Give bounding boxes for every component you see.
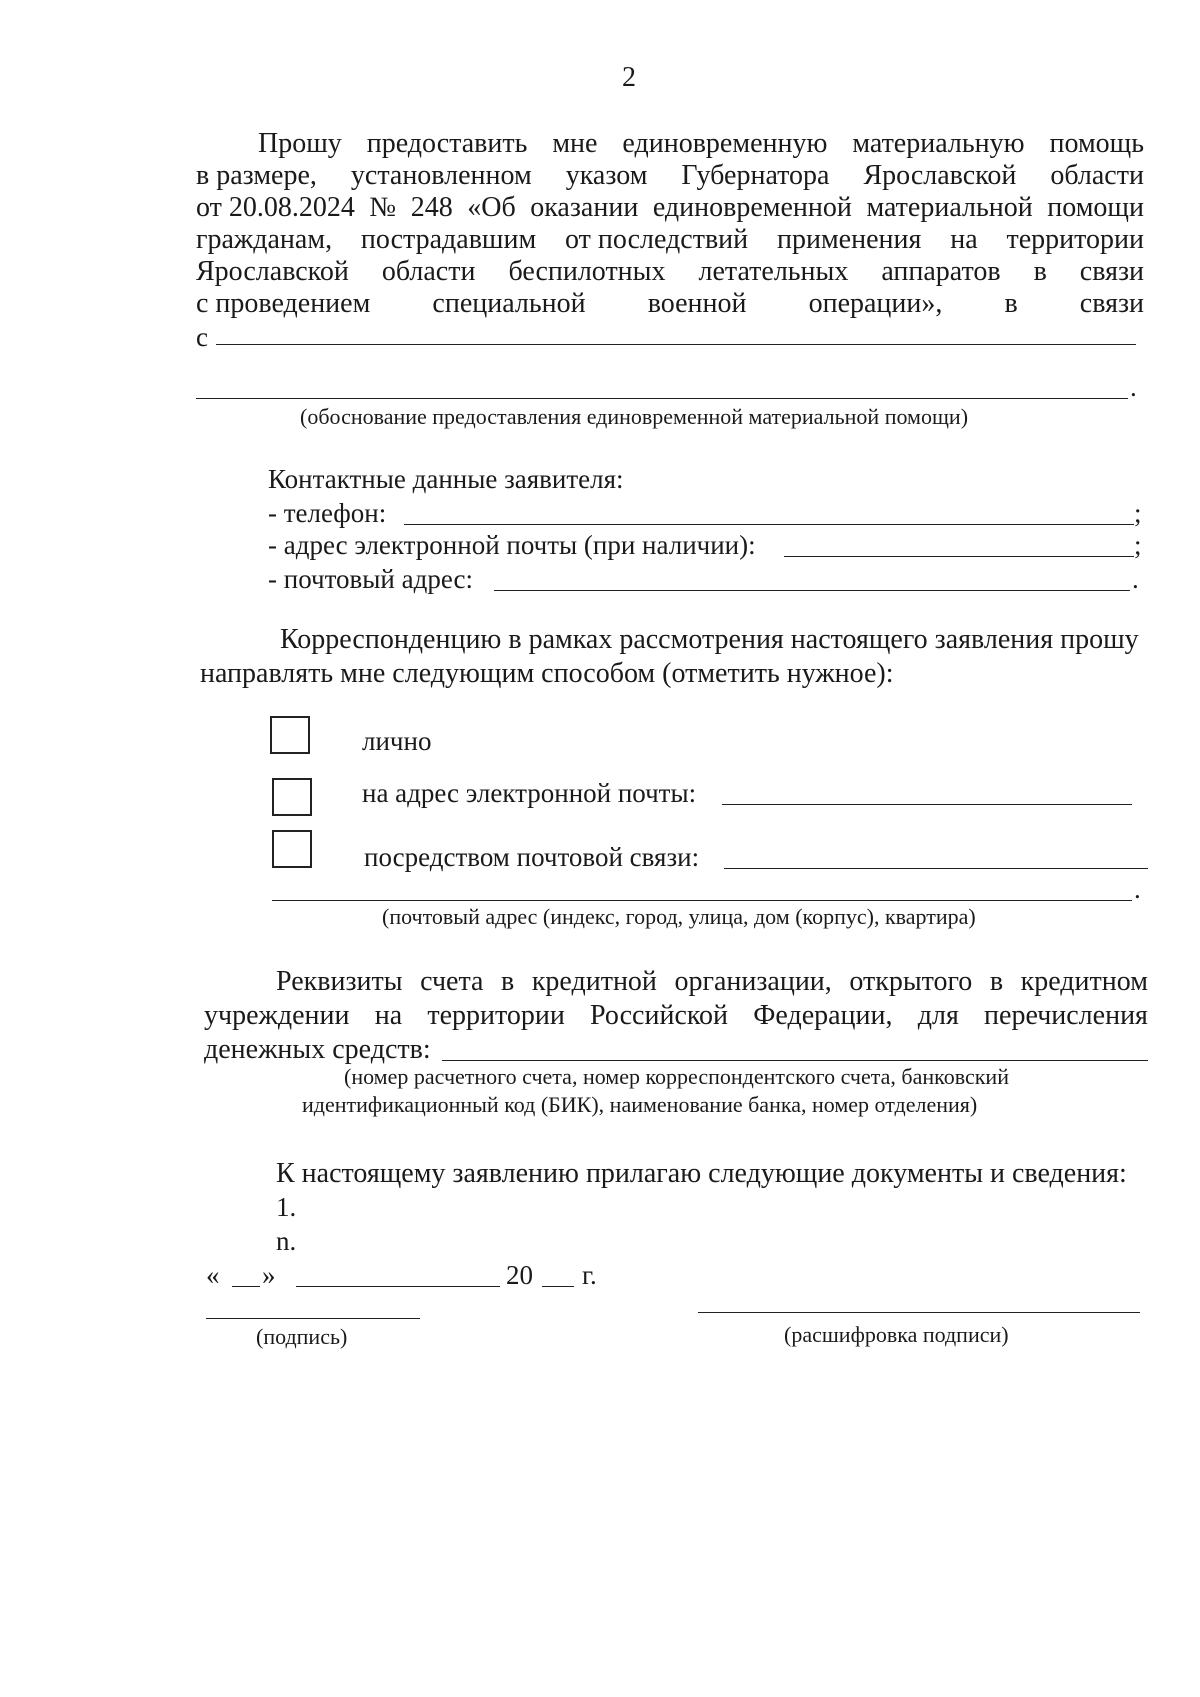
request-word: Ярославской bbox=[863, 160, 1017, 191]
date-year-prefix: 20 bbox=[506, 1260, 533, 1290]
signature-decoding-field[interactable] bbox=[698, 1312, 1140, 1313]
request-word: помощи bbox=[1047, 192, 1144, 223]
request-word: Губернатора bbox=[681, 160, 830, 191]
post-address-caption: (почтовый адрес (индекс, город, улица, дом (корпус), квартира) bbox=[382, 904, 976, 929]
request-word: Ярославской bbox=[196, 256, 349, 287]
attachments-heading: К настоящему заявлению прилагаю следующие документы и сведения: bbox=[276, 1158, 1127, 1189]
request-word: области bbox=[381, 256, 476, 287]
request-word: указом bbox=[565, 160, 648, 191]
bank-word: учреждении bbox=[204, 1000, 350, 1031]
bank-word: кредитном bbox=[1020, 966, 1148, 997]
page-number: 2 bbox=[622, 62, 636, 93]
request-word: «Об bbox=[467, 192, 516, 223]
bank-word: Реквизиты bbox=[276, 966, 403, 997]
bank-line-3-label: денежных средств: bbox=[204, 1034, 431, 1065]
grounds-line-1[interactable] bbox=[216, 344, 1136, 345]
attachment-item-1: 1. bbox=[276, 1192, 297, 1222]
postal-period: . bbox=[1132, 564, 1139, 594]
signature-decoding-caption: (расшифровка подписи) bbox=[784, 1322, 1009, 1347]
checkbox-email[interactable] bbox=[272, 778, 312, 816]
request-line-5 bbox=[196, 258, 1144, 286]
request-word: аппаратов bbox=[881, 256, 1001, 287]
request-word: Прошу bbox=[258, 128, 342, 159]
request-word: от последствий bbox=[565, 224, 749, 255]
request-word: помощь bbox=[1049, 128, 1144, 159]
request-word: области bbox=[1050, 160, 1144, 191]
request-word: специальной bbox=[432, 288, 586, 319]
request-word: гражданам, bbox=[196, 224, 333, 255]
request-word: летательных bbox=[698, 256, 849, 287]
date-year-field[interactable] bbox=[542, 1286, 574, 1287]
request-word: материальной bbox=[866, 192, 1033, 223]
request-word: единовременную bbox=[622, 128, 828, 159]
bank-word: кредитной bbox=[531, 966, 657, 997]
grounds-caption: (обоснование предоставления единовременной материальной помощи) bbox=[300, 404, 969, 429]
request-line-6 bbox=[196, 290, 1144, 318]
postal-label: - почтовый адрес: bbox=[268, 564, 473, 594]
signature-field[interactable] bbox=[206, 1318, 420, 1319]
request-line-4 bbox=[196, 226, 1144, 254]
request-word: предоставить bbox=[366, 128, 528, 159]
request-word: в bbox=[1004, 288, 1018, 319]
bank-details-field[interactable] bbox=[442, 1060, 1148, 1061]
bank-word: перечисления bbox=[984, 1000, 1148, 1031]
request-word: военной bbox=[647, 288, 747, 319]
bank-word: в bbox=[501, 966, 515, 997]
request-word: беспилотных bbox=[508, 256, 666, 287]
option-email-label: на адрес электронной почты: bbox=[362, 778, 697, 808]
request-prefix-c: с bbox=[196, 322, 208, 352]
bank-word: Российской bbox=[590, 1000, 729, 1031]
request-word: с проведением bbox=[196, 288, 371, 319]
email-semicolon: ; bbox=[1134, 530, 1142, 560]
request-line-2 bbox=[196, 162, 1144, 190]
date-month-field[interactable] bbox=[296, 1286, 500, 1287]
date-day-field[interactable] bbox=[232, 1286, 260, 1287]
phone-field[interactable] bbox=[404, 524, 1134, 525]
checkbox-post[interactable] bbox=[272, 830, 312, 868]
request-word: № bbox=[369, 192, 397, 223]
bank-line-2 bbox=[204, 1002, 1148, 1030]
checkbox-in-person[interactable] bbox=[270, 716, 310, 754]
request-word: территории bbox=[1006, 224, 1144, 255]
bank-word: территории bbox=[427, 1000, 565, 1031]
post-address-line[interactable] bbox=[272, 900, 1132, 901]
request-word: пострадавшим bbox=[360, 224, 537, 255]
attachment-item-n: n. bbox=[276, 1226, 297, 1256]
request-line-1 bbox=[258, 130, 1144, 158]
option-in-person-label: лично bbox=[362, 726, 432, 756]
bank-word: в bbox=[989, 966, 1004, 997]
bank-word: на bbox=[374, 1000, 403, 1031]
phone-label: - телефон: bbox=[268, 498, 387, 528]
request-word: связи bbox=[1079, 288, 1144, 319]
bank-word: организации, bbox=[674, 966, 832, 997]
postal-field[interactable] bbox=[494, 590, 1130, 591]
option-post-label: посредством почтовой связи: bbox=[364, 842, 700, 872]
bank-word: для bbox=[917, 1000, 959, 1031]
email-field[interactable] bbox=[784, 556, 1134, 557]
request-word: установленном bbox=[350, 160, 532, 191]
phone-semicolon: ; bbox=[1134, 498, 1142, 528]
request-word: 248 bbox=[410, 192, 453, 223]
correspondence-line-2: направлять мне следующим способом (отметить нужное): bbox=[200, 658, 894, 689]
bank-word: счета bbox=[420, 966, 484, 997]
bank-word: открытого bbox=[849, 966, 973, 997]
date-open-quote: « bbox=[206, 1260, 220, 1290]
bank-caption-line-1: (номер расчетного счета, номер корреспондентского счета, банковский bbox=[344, 1064, 1009, 1089]
email-label: - адрес электронной почты (при наличии): bbox=[268, 530, 756, 560]
grounds-period: . bbox=[1130, 372, 1137, 402]
request-word: мне bbox=[552, 128, 598, 159]
request-line-3 bbox=[196, 194, 1144, 222]
request-word: оказании bbox=[530, 192, 639, 223]
signature-caption: (подпись) bbox=[256, 1324, 348, 1349]
request-word: применения bbox=[776, 224, 922, 255]
request-word: в bbox=[1033, 256, 1047, 287]
request-word: материальную bbox=[852, 128, 1025, 159]
option-post-field[interactable] bbox=[724, 868, 1148, 869]
grounds-line-2[interactable] bbox=[196, 398, 1128, 399]
request-word: связи bbox=[1079, 256, 1144, 287]
date-close-quote: » bbox=[262, 1260, 276, 1290]
request-word: в размере, bbox=[196, 160, 317, 191]
request-word: от 20.08.2024 bbox=[196, 192, 355, 223]
correspondence-line-1: Корреспонденцию в рамках рассмотрения настоящего заявления прошу bbox=[280, 624, 1139, 655]
bank-caption-line-2: идентификационный код (БИК), наименование банка, номер отделения) bbox=[302, 1092, 978, 1117]
date-year-suffix: г. bbox=[582, 1260, 597, 1290]
post-address-period: . bbox=[1134, 874, 1141, 904]
bank-word: Федерации, bbox=[753, 1000, 893, 1031]
bank-line-1 bbox=[276, 968, 1148, 996]
option-email-field[interactable] bbox=[722, 804, 1132, 805]
request-word: операции», bbox=[808, 288, 943, 319]
request-word: единовременной bbox=[652, 192, 852, 223]
request-word: на bbox=[950, 224, 978, 255]
contacts-heading: Контактные данные заявителя: bbox=[268, 464, 624, 494]
